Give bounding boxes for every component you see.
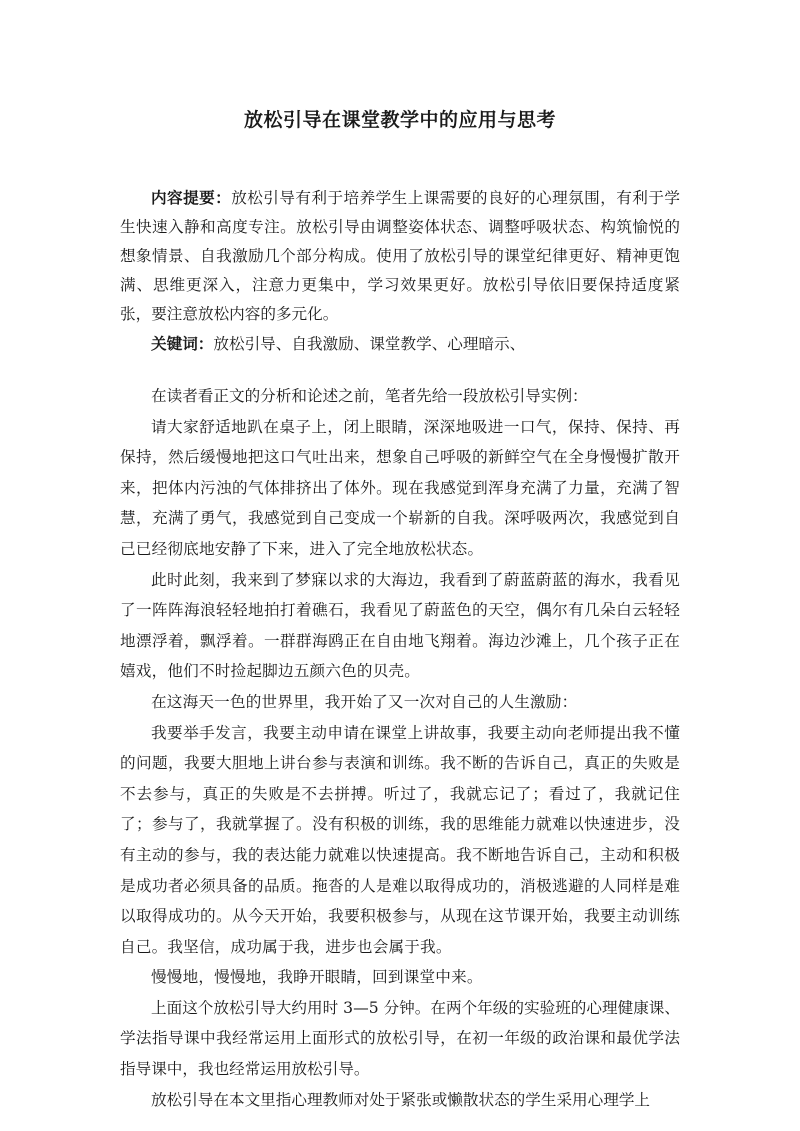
paragraph-definition: 放松引导在本文里指心理教师对处于紧张或懒散状态的学生采用心理学上 — [151, 1090, 651, 1109]
abstract-text: 放松引导有利于培养学生上课需要的良好的心理氛围，有利于学生快速入静和高度专注。放松引导由调整姿体状态、调整呼吸状态、构筑愉悦的想象情景、自我激励几个部分构成。使用了放松引导的课堂纪律更好、精神更饱满、思维更深入，注意力更集中，学习效果更好。放松引导依旧要保持适度紧张，要注意放松内容的多元化。 — [120, 189, 680, 323]
paragraph-intro: 在读者看正文的分析和论述之前，笔者先给一段放松引导实例： — [151, 387, 588, 405]
paragraph-example-sea: 此时此刻，我来到了梦寐以求的大海边，我看到了蔚蓝蔚蓝的海水，我看见了一阵阵海浪轻轻地拍打着礁石，我看见了蔚蓝色的天空，偶尔有几朵白云轻轻地漂浮着，飘浮着。一群群海鸥正在自由地飞翔着。海边沙滩上，几个孩子正在嬉戏，他们不时捡起脚边五颜六色的贝壳。 — [120, 570, 680, 681]
paragraph-example-transition: 在这海天一色的世界里，我开始了又一次对自己的人生激励： — [151, 692, 578, 711]
paragraph-example-motivation: 我要举手发言，我要主动申请在课堂上讲故事，我要主动向老师提出我不懂的问题，我要大胆地上讲台参与表演和训练。我不断的告诉自己，真正的失败是不去参与，真正的失败是不去拼搏。听过了，我就忘记了；看过了，我就记住了；参与了，我就掌握了。没有积极的训练，我的思维能力就难以快速进步，没有主动的参与，我的表达能力就难以快速提高。我不断地告诉自己，主动和积极是成功者必须具备的品质。拖沓的人是难以取得成功的，消极逃避的人同样是难以取得成功的。从今天开始，我要积极参与，从现在这节课开始，我要主动训练自己。我坚信，成功属于我，进步也会属于我。 — [120, 723, 680, 956]
paragraph-usage: 上面这个放松引导大约用时 3—5 分钟。在两个年级的实验班的心理健康课、学法指导课中我经常运用上面形式的放松引导，在初一年级的政治课和最优学法指导课中，我也经常运用放松引导。 — [120, 998, 680, 1079]
body-text — [120, 381, 680, 1115]
keywords-label: 关键词： — [151, 334, 214, 353]
abstract-label: 内容提要： — [151, 188, 232, 207]
paragraph-example-relax: 请大家舒适地趴在桌子上，闭上眼睛，深深地吸进一口气，保持、保持、再保持，然后缓慢地把这口气吐出来，想象自己呼吸的新鲜空气在全身慢慢扩散开来，把体内污浊的气体排挤出了体外。现在我感觉到浑身充满了力量，充满了智慧，充满了勇气，我感觉到自己变成一个崭新的自我。深呼吸两次，我感觉到自己已经彻底地安静了下来，进入了完全地放松状态。 — [120, 417, 680, 558]
keywords-text: 放松引导、自我激励、课堂教学、心理暗示、 — [213, 335, 526, 353]
keywords-section — [120, 329, 680, 359]
document-title: 放松引导在课堂教学中的应用与思考 — [243, 109, 556, 131]
abstract-section — [120, 183, 680, 329]
paragraph-example-end: 慢慢地，慢慢地，我睁开眼睛，回到课堂中来。 — [151, 968, 483, 987]
